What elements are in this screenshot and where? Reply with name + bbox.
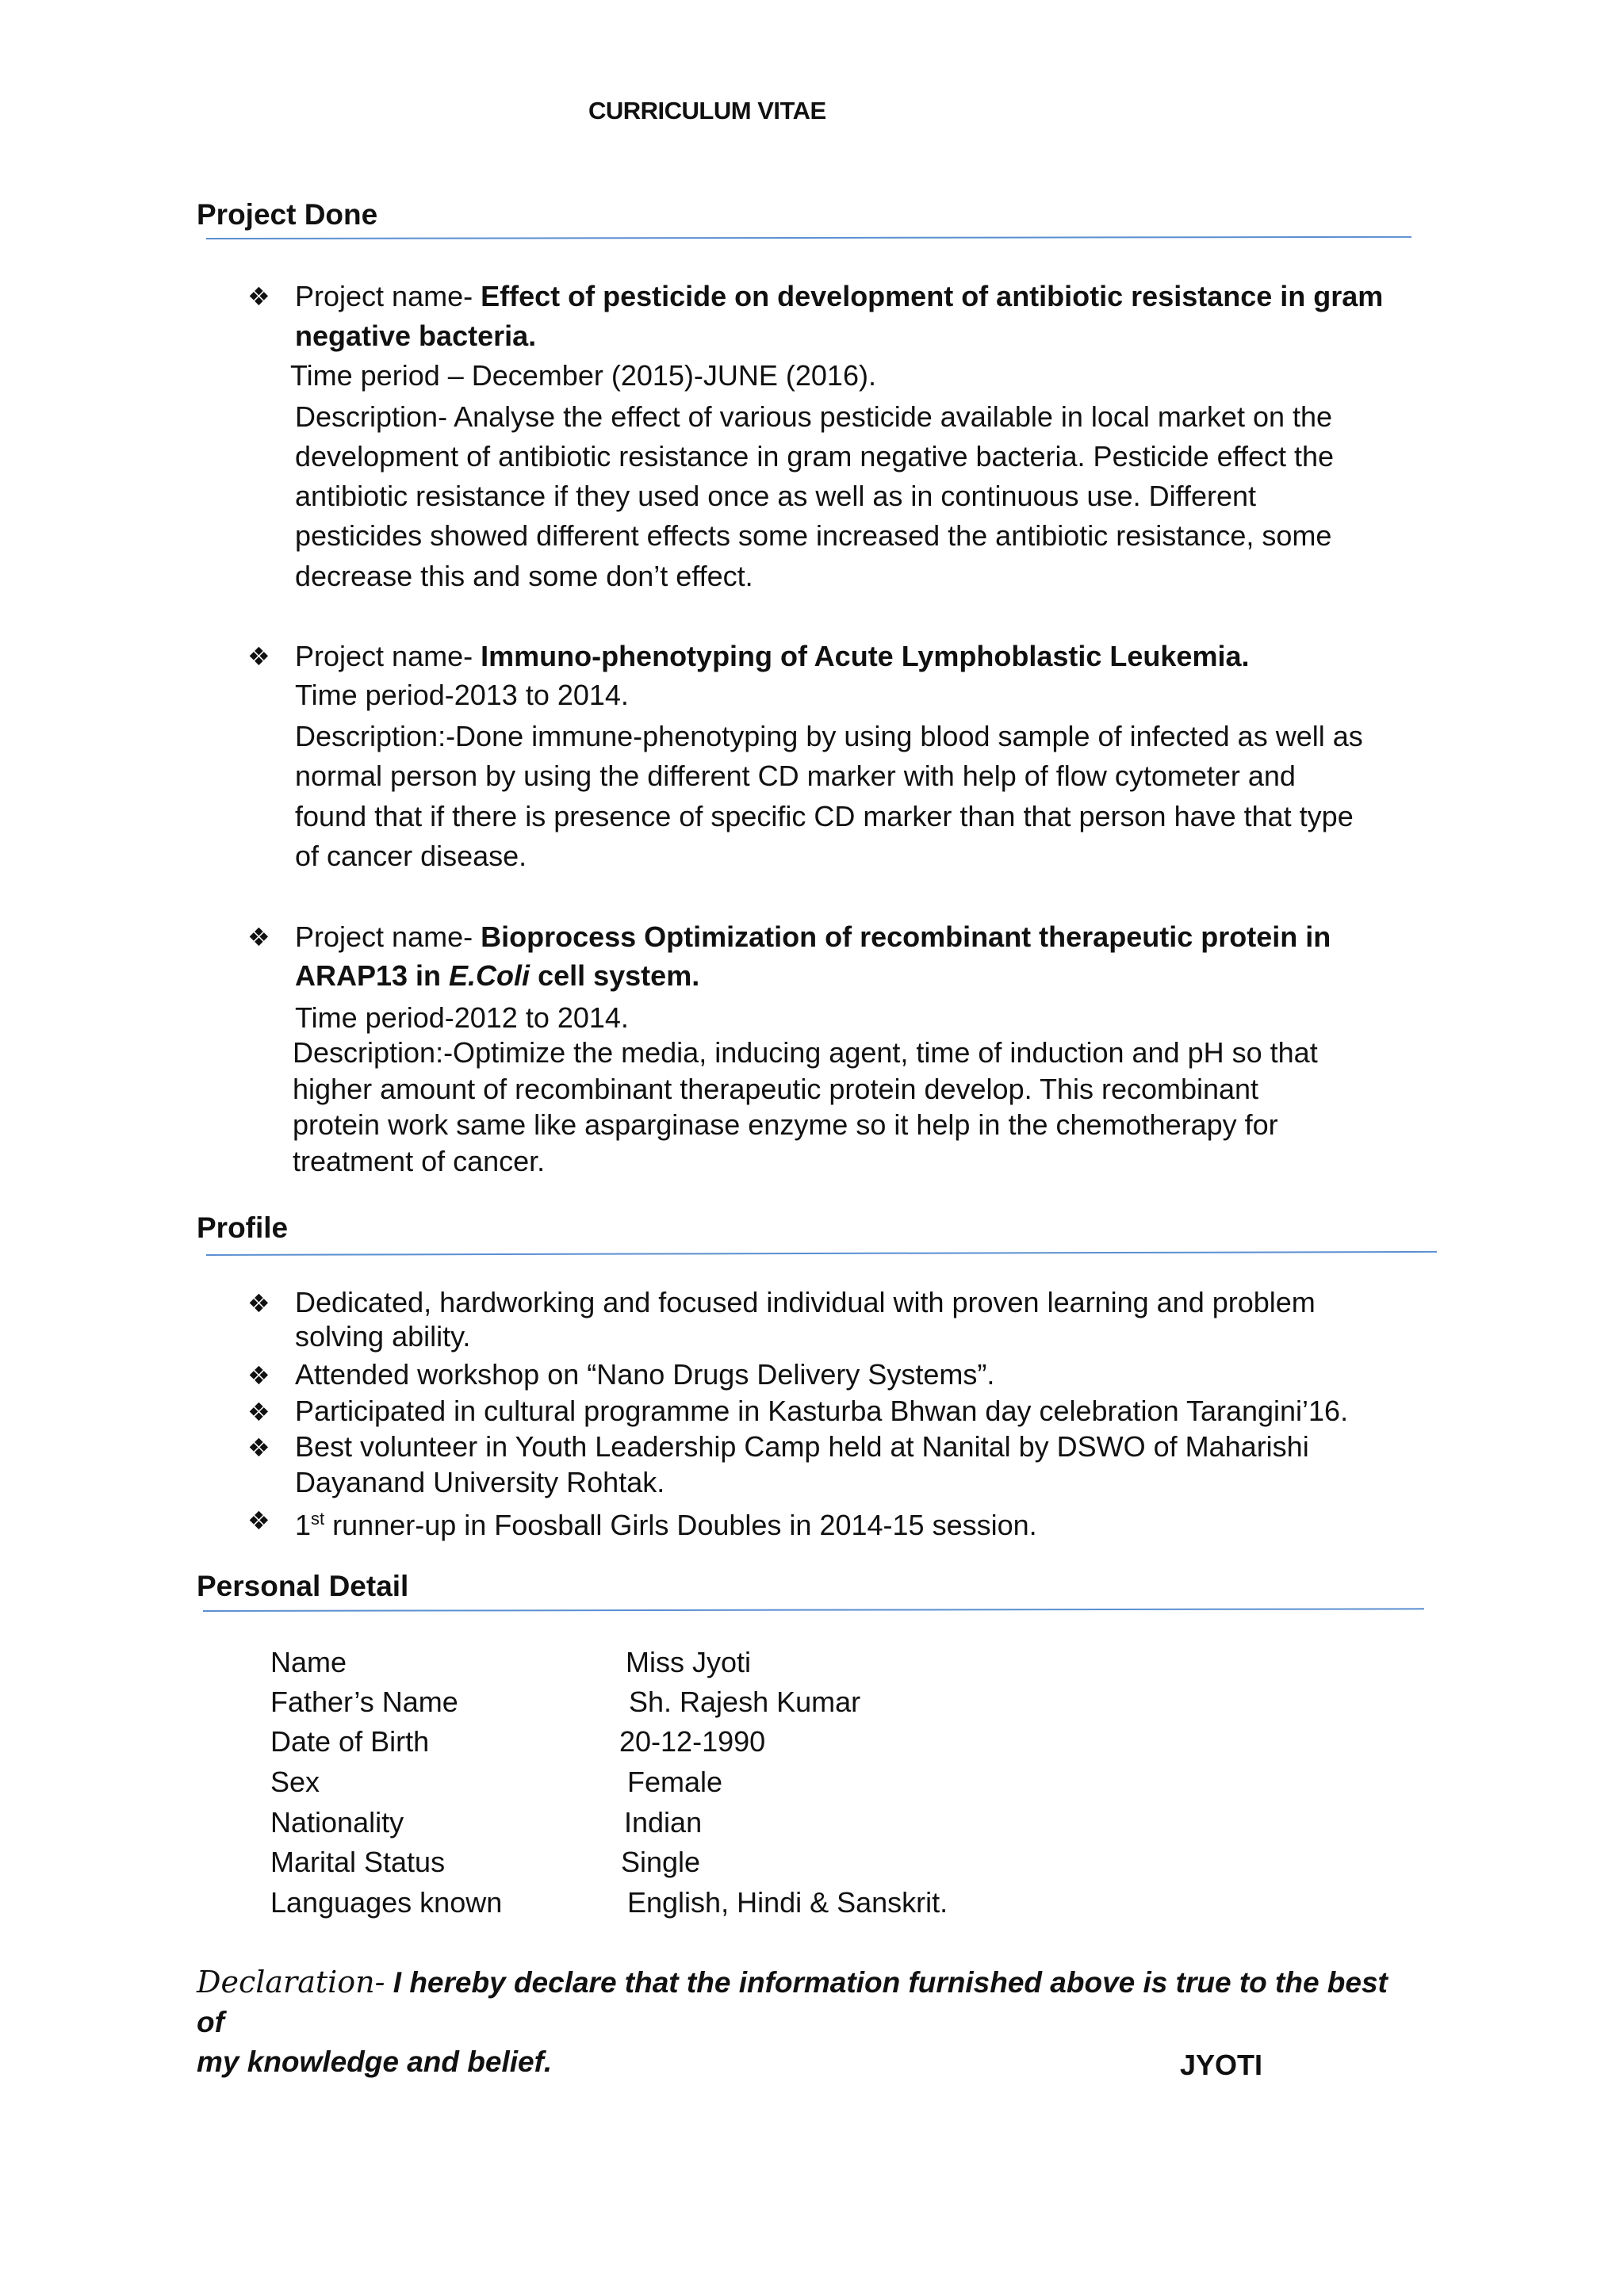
project-description-line: decrease this and some don’t effect. <box>295 560 753 592</box>
diamond-bullet-icon: ❖ <box>247 923 270 951</box>
project-name-line: negative bacteria. <box>295 320 537 352</box>
profile-item: Attended workshop on “Nano Drugs Delivery Systems”. <box>295 1358 995 1391</box>
project-name-line: Project name- Bioprocess Optimization of recombinant therapeutic protein in <box>295 920 1331 953</box>
diamond-bullet-icon: ❖ <box>247 1433 270 1462</box>
project-time-period: Time period-2013 to 2014. <box>295 679 629 711</box>
section-heading-personal: Personal Detail <box>197 1570 409 1602</box>
project-time-period: Time period-2012 to 2014. <box>295 1001 629 1034</box>
profile-item-continued: Dayanand University Rohtak. <box>295 1466 665 1498</box>
project-description-line: treatment of cancer. <box>293 1145 546 1177</box>
project-name-line: Project name- Immuno-phenotyping of Acute Lymphoblastic Leukemia. <box>295 640 1250 672</box>
diamond-bullet-icon: ❖ <box>247 1506 270 1535</box>
declaration-text: my knowledge and belief. <box>197 2045 553 2078</box>
project-description-line: development of antibiotic resistance in gram negative bacteria. Pesticide effect the <box>295 440 1335 473</box>
profile-item: Best volunteer in Youth Leadership Camp held at Nanital by DSWO of Maharishi <box>295 1430 1309 1463</box>
section-divider <box>206 1251 1437 1256</box>
project-description-line: Description:-Optimize the media, inducing agent, time of induction and pH so that <box>293 1036 1318 1069</box>
diamond-bullet-icon: ❖ <box>247 282 270 311</box>
profile-item: 1st runner-up in Foosball Girls Doubles in 2014-15 session. <box>295 1509 1037 1541</box>
diamond-bullet-icon: ❖ <box>247 1289 270 1318</box>
personal-label: Sex <box>270 1766 320 1798</box>
project-description-line: protein work same like asparginase enzyme so it help in the chemotherapy for <box>293 1108 1278 1141</box>
personal-label: Father’s Name <box>270 1686 458 1718</box>
document-title: CURRICULUM VITAE <box>588 97 826 124</box>
project-description-line: found that if there is presence of specific CD marker than that person have that type <box>295 800 1354 832</box>
section-divider <box>206 236 1411 239</box>
project-name-line: ARAP13 in E.Coli cell system. <box>295 959 700 992</box>
declaration-text: I hereby declare that the information furnished above is true to the best of <box>197 1966 1388 2038</box>
section-divider <box>203 1608 1424 1612</box>
project-description-line: higher amount of recombinant therapeutic protein develop. This recombinant <box>293 1073 1259 1105</box>
personal-label: Nationality <box>270 1806 404 1839</box>
project-description-line: Description:-Done immune-phenotyping by using blood sample of infected as well as <box>295 720 1363 752</box>
project-description-line: normal person by using the different CD marker with help of flow cytometer and <box>295 760 1296 792</box>
signature-name: JYOTI <box>1180 2049 1263 2081</box>
profile-item-continued: solving ability. <box>295 1320 471 1353</box>
project-time-period: Time period – December (2015)-JUNE (2016). <box>290 359 876 392</box>
personal-label: Languages known <box>270 1886 503 1919</box>
personal-label: Date of Birth <box>270 1725 430 1758</box>
project-description-line: of cancer disease. <box>295 840 527 872</box>
diamond-bullet-icon: ❖ <box>247 1398 270 1426</box>
project-name-line: Project name- Effect of pesticide on development of antibiotic resistance in gram <box>295 280 1384 312</box>
personal-label: Marital Status <box>270 1846 446 1878</box>
personal-value: Sh. Rajesh Kumar <box>629 1686 861 1718</box>
declaration-lead: Declaration- <box>197 1965 385 1999</box>
section-heading-projects: Project Done <box>197 198 378 231</box>
personal-label: Name <box>270 1646 347 1678</box>
personal-value: 20-12-1990 <box>619 1725 766 1758</box>
project-description-line: Description- Analyse the effect of various pesticide available in local market on the <box>295 400 1333 433</box>
profile-item: Dedicated, hardworking and focused individual with proven learning and problem <box>295 1286 1316 1318</box>
diamond-bullet-icon: ❖ <box>247 642 270 671</box>
personal-value: Miss Jyoti <box>626 1646 752 1678</box>
personal-value: Female <box>627 1766 723 1798</box>
personal-value: Indian <box>624 1806 703 1839</box>
project-description-line: antibiotic resistance if they used once as well as in continuous use. Different <box>295 480 1257 512</box>
section-heading-profile: Profile <box>197 1211 289 1244</box>
project-description-line: pesticides showed different effects some increased the antibiotic resistance, some <box>295 519 1332 552</box>
diamond-bullet-icon: ❖ <box>247 1361 270 1390</box>
profile-item: Participated in cultural programme in Kasturba Bhwan day celebration Tarangini’16. <box>295 1395 1349 1427</box>
personal-value: Single <box>621 1846 701 1878</box>
personal-value: English, Hindi & Sanskrit. <box>627 1886 948 1919</box>
